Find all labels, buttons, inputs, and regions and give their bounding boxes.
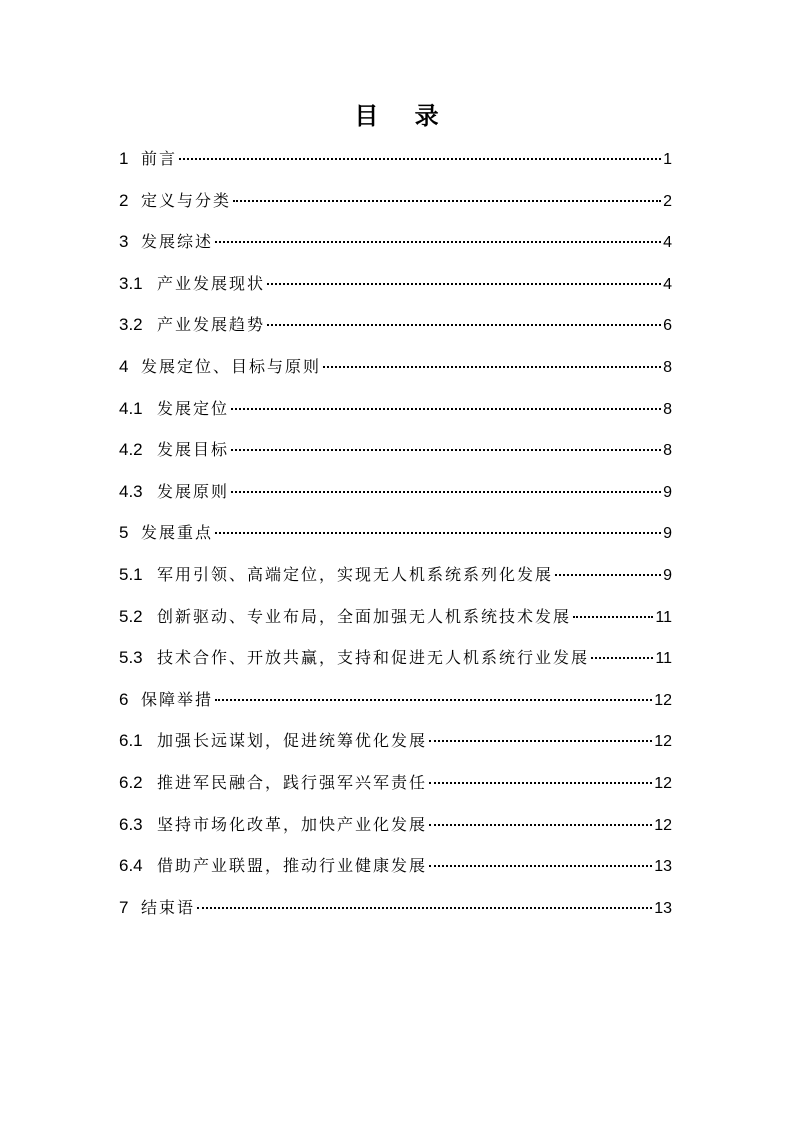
toc-entry-page: 11 [655,608,672,626]
toc-entry-number: 4.1 [119,398,143,418]
toc-entry-number: 6.1 [119,731,143,751]
dot-leader [429,782,652,784]
dot-leader [231,491,661,493]
dot-leader [215,699,652,701]
dot-leader [573,616,653,618]
toc-entry-number: 6 [119,689,129,709]
toc-entry-page: 13 [654,899,672,917]
toc-entry[interactable] [119,307,672,349]
dot-leader [555,574,661,576]
toc-entry-number: 2 [119,190,129,210]
dot-leader [429,740,652,742]
dot-leader [197,907,652,909]
dot-leader [323,366,661,368]
toc-entry-number: 1 [119,149,129,168]
toc-entry[interactable] [119,183,672,225]
toc-entry[interactable] [119,848,672,890]
toc-entry-page: 4 [663,234,672,252]
toc-entry-number: 5 [119,523,129,543]
toc-entry[interactable] [119,432,672,474]
toc-entry-number: 6.2 [119,772,143,792]
dot-leader [267,283,661,285]
toc-entry[interactable] [119,599,672,641]
toc-entry[interactable] [119,682,672,724]
dot-leader [179,158,661,160]
toc-entry-page: 13 [654,858,672,876]
toc-entry-title: 结束语 [141,897,196,917]
toc-entry[interactable] [119,890,672,932]
toc-entry-number: 5.2 [119,606,143,626]
toc-entry-title: 前言 [141,149,178,168]
toc-entry-page: 12 [654,733,672,751]
dot-leader [429,865,652,867]
toc-entry-number: 6.3 [119,814,143,834]
toc-entry-number: 6.4 [119,856,143,876]
toc-title: 目 录 [354,102,453,130]
dot-leader [233,200,661,202]
toc-entry-title: 产业发展趋势 [157,315,266,335]
toc-entry-page: 9 [663,483,672,501]
toc-entry-page: 9 [663,566,672,584]
toc-entry[interactable] [119,515,672,557]
dot-leader [215,532,661,534]
toc-entry-number: 4.2 [119,440,143,460]
toc-entry-page: 8 [663,442,672,460]
toc-entry[interactable] [119,557,672,599]
toc-entry[interactable] [119,349,672,391]
toc-entry[interactable] [119,807,672,849]
toc-entry-page: 8 [663,400,672,418]
toc-entry-page: 6 [663,317,672,335]
toc-entry-page: 12 [654,816,672,834]
toc-entry-title: 坚持市场化改革，加快产业化发展 [157,814,428,834]
toc-entry-title: 发展重点 [141,523,214,543]
toc-entry[interactable] [119,391,672,433]
toc-entry[interactable] [119,474,672,516]
toc-entry-number: 3.2 [119,315,143,335]
dot-leader [591,657,653,659]
table-of-contents [119,141,672,931]
toc-entry-page: 9 [663,525,672,543]
toc-entry-number: 3.1 [119,273,143,293]
toc-entry-title: 创新驱动、专业布局，全面加强无人机系统技术发展 [157,606,572,626]
toc-entry-title: 加强长远谋划，促进统筹优化发展 [157,731,428,751]
toc-entry-title: 发展目标 [157,440,230,460]
dot-leader [429,824,652,826]
toc-entry-number: 5.3 [119,648,143,668]
toc-entry-page: 11 [655,650,672,668]
dot-leader [267,324,661,326]
toc-entry[interactable] [119,141,672,183]
dot-leader [215,241,661,243]
toc-entry-title: 发展定位 [157,398,230,418]
toc-entry-number: 4 [119,356,129,376]
toc-entry-title: 技术合作、开放共赢，支持和促进无人机系统行业发展 [157,648,590,668]
toc-entry-title: 推进军民融合，践行强军兴军责任 [157,772,428,792]
dot-leader [231,408,661,410]
toc-entry-title: 军用引领、高端定位，实现无人机系统系列化发展 [157,564,554,584]
toc-entry-page: 2 [663,192,672,210]
toc-entry-page: 4 [663,275,672,293]
dot-leader [231,449,661,451]
toc-entry-number: 4.3 [119,481,143,501]
toc-entry-title: 借助产业联盟，推动行业健康发展 [157,856,428,876]
toc-entry-page: 12 [654,774,672,792]
toc-entry-number: 7 [119,897,129,917]
toc-entry[interactable] [119,224,672,266]
toc-entry-title: 产业发展现状 [157,273,266,293]
toc-entry-number: 3 [119,232,129,252]
toc-entry-page: 1 [663,151,672,168]
toc-entry-title: 定义与分类 [141,190,232,210]
toc-entry-title: 发展综述 [141,232,214,252]
toc-entry-number: 5.1 [119,564,143,584]
toc-entry[interactable] [119,765,672,807]
toc-entry[interactable] [119,723,672,765]
toc-entry-page: 12 [654,691,672,709]
toc-entry-title: 发展定位、目标与原则 [141,356,322,376]
toc-entry[interactable] [119,640,672,682]
toc-entry-title: 发展原则 [157,481,230,501]
toc-entry-title: 保障举措 [141,689,214,709]
toc-entry[interactable] [119,266,672,308]
toc-entry-page: 8 [663,358,672,376]
